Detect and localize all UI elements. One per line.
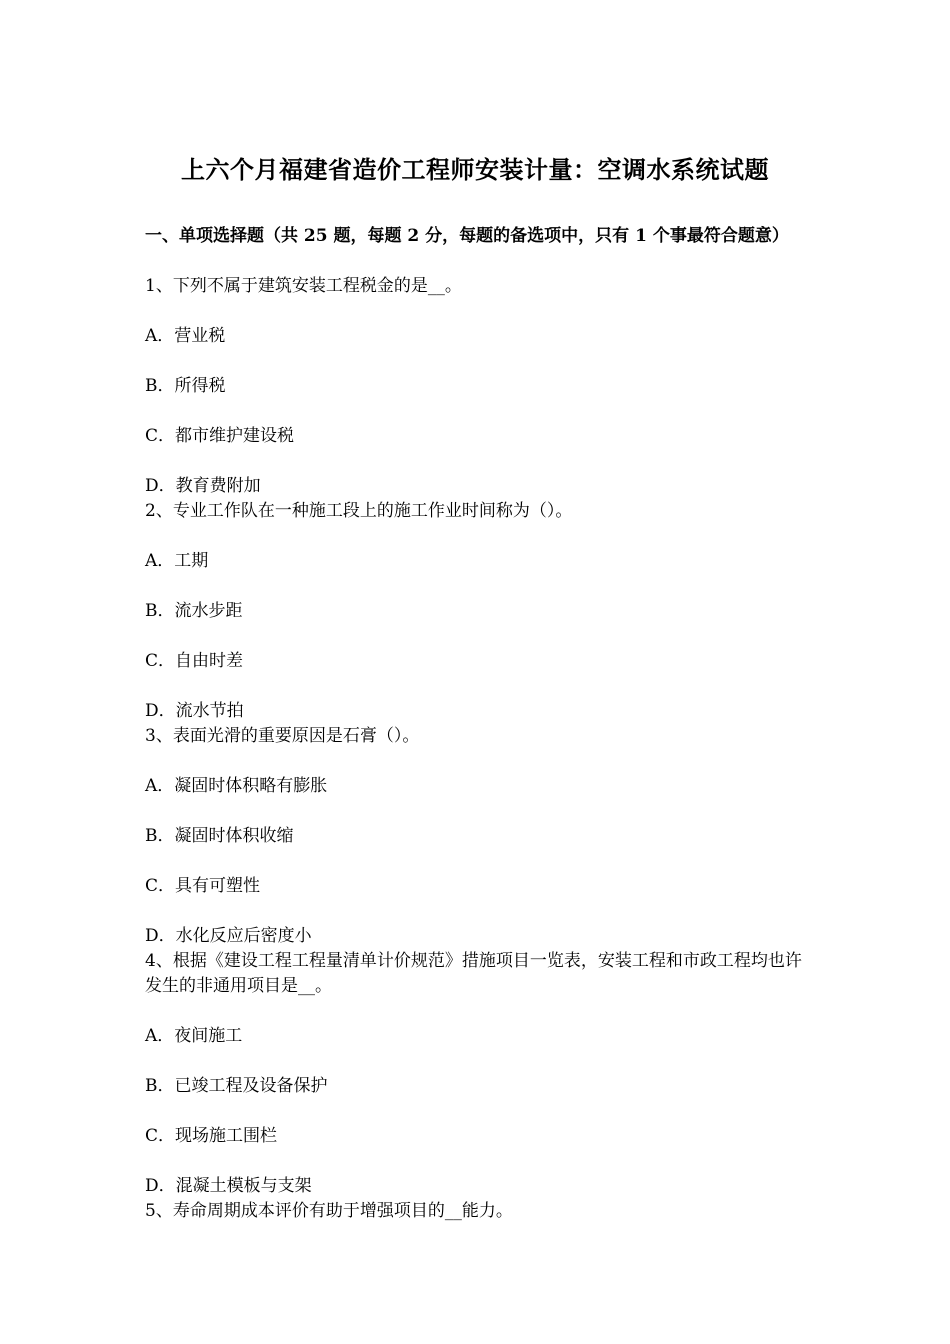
question-list — [145, 274, 810, 1224]
question-3-stem: 3、表面光滑的重要原因是石膏（）。 — [145, 726, 420, 746]
question-1-option-d: D．教育费附加 — [145, 476, 261, 496]
question-4-option-d: D．混凝土模板与支架 — [145, 1176, 312, 1196]
question-3-option-a: A．凝固时体积略有膨胀 — [145, 776, 328, 796]
question-2-option-c: C．自由时差 — [145, 651, 244, 671]
question-4-stem: 4、根据《建设工程工程量清单计价规范》措施项目一览表，安装工程和市政工程均也许发生的非通用项目是__。 — [145, 951, 802, 996]
question-1-stem: 1、下列不属于建筑安装工程税金的是__。 — [145, 276, 462, 296]
question-2-option-b: B．流水步距 — [145, 601, 243, 621]
section-heading: 一、单项选择题（共 25 题，每题 2 分，每题的备选项中，只有 1 个事最符合题意） — [145, 226, 789, 246]
question-4-option-a: A．夜间施工 — [145, 1026, 243, 1046]
question-4-option-c: C．现场施工围栏 — [145, 1126, 278, 1146]
question-3-option-c: C．具有可塑性 — [145, 876, 261, 896]
question-5-stem: 5、寿命周期成本评价有助于增强项目的__能力。 — [145, 1201, 513, 1221]
document-title: 上六个月福建省造价工程师安装计量：空调水系统试题 — [181, 155, 769, 184]
question-2-option-d: D．流水节拍 — [145, 701, 244, 721]
question-2-option-a: A．工期 — [145, 551, 209, 571]
question-2-stem: 2、专业工作队在一种施工段上的施工作业时间称为（）。 — [145, 501, 573, 521]
question-1-option-a: A．营业税 — [145, 326, 226, 346]
question-1-option-c: C．都市维护建设税 — [145, 426, 295, 446]
question-3-option-d: D．水化反应后密度小 — [145, 926, 312, 946]
question-1-option-b: B．所得税 — [145, 376, 226, 396]
question-4-option-b: B．已竣工程及设备保护 — [145, 1076, 328, 1096]
question-3-option-b: B．凝固时体积收缩 — [145, 826, 294, 846]
